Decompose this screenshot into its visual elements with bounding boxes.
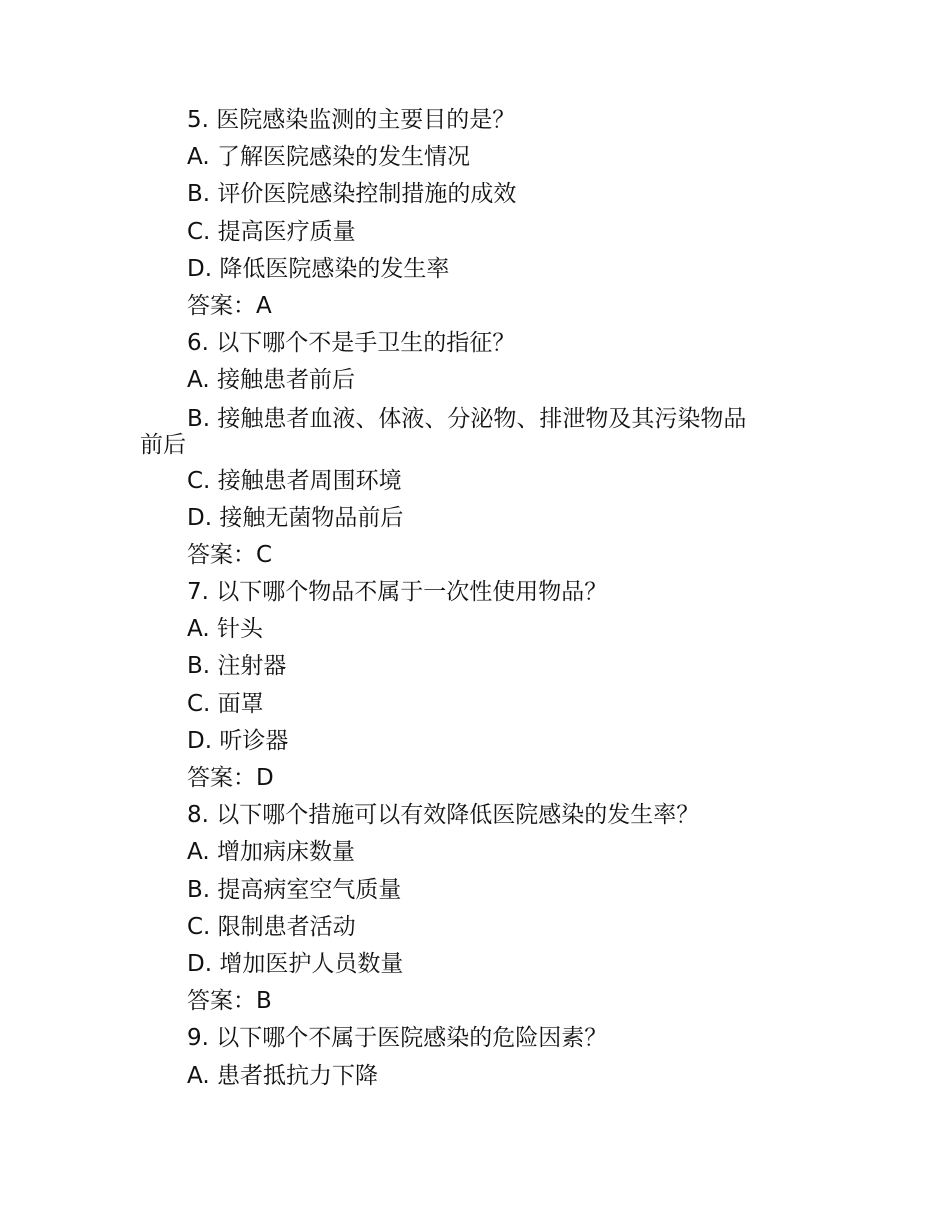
question-7-option-b: B. 注射器 [187, 653, 287, 680]
question-6-option-b-continuation: 前后 [140, 431, 186, 458]
question-7: 7. 以下哪个物品不属于一次性使用物品？ [187, 579, 608, 606]
question-8: 8. 以下哪个措施可以有效降低医院感染的发生率？ [187, 802, 700, 829]
question-9-option-a: A. 患者抵抗力下降 [187, 1062, 378, 1089]
question-9: 9. 以下哪个不属于医院感染的危险因素？ [187, 1025, 608, 1052]
question-7-answer: 答案：D [187, 765, 274, 791]
question-8-option-b: B. 提高病室空气质量 [187, 876, 402, 903]
quiz-content [140, 102, 800, 1095]
question-6: 6. 以下哪个不是手卫生的指征？ [187, 330, 516, 357]
question-5: 5. 医院感染监测的主要目的是？ [187, 107, 516, 133]
question-8-answer: 答案：B [187, 988, 272, 1015]
question-8-option-c: C. 限制患者活动 [187, 913, 356, 940]
question-6-option-a: A. 接触患者前后 [187, 367, 355, 394]
question-5-option-d: D. 降低医院感染的发生率 [187, 255, 450, 282]
question-5-option-a: A. 了解医院感染的发生情况 [187, 144, 470, 171]
question-8-option-a: A. 增加病床数量 [187, 839, 355, 866]
question-6-answer: 答案：C [187, 541, 273, 568]
question-6-option-d: D. 接触无菌物品前后 [187, 504, 404, 531]
question-7-option-c: C. 面罩 [187, 690, 264, 717]
question-7-option-d: D. 听诊器 [187, 727, 289, 754]
question-6-option-c: C. 接触患者周围环境 [187, 467, 402, 494]
question-5-answer: 答案：A [187, 292, 272, 319]
question-5-option-c: C. 提高医疗质量 [187, 218, 356, 245]
question-5-option-b: B. 评价医院感染控制措施的成效 [187, 181, 517, 208]
question-6-option-b: B. 接触患者血液、体液、分泌物、排泄物及其污染物品 [187, 405, 747, 432]
question-8-option-d: D. 增加医护人员数量 [187, 950, 404, 977]
question-6-option-b-block [140, 406, 800, 458]
question-7-option-a: A. 针头 [187, 616, 263, 643]
